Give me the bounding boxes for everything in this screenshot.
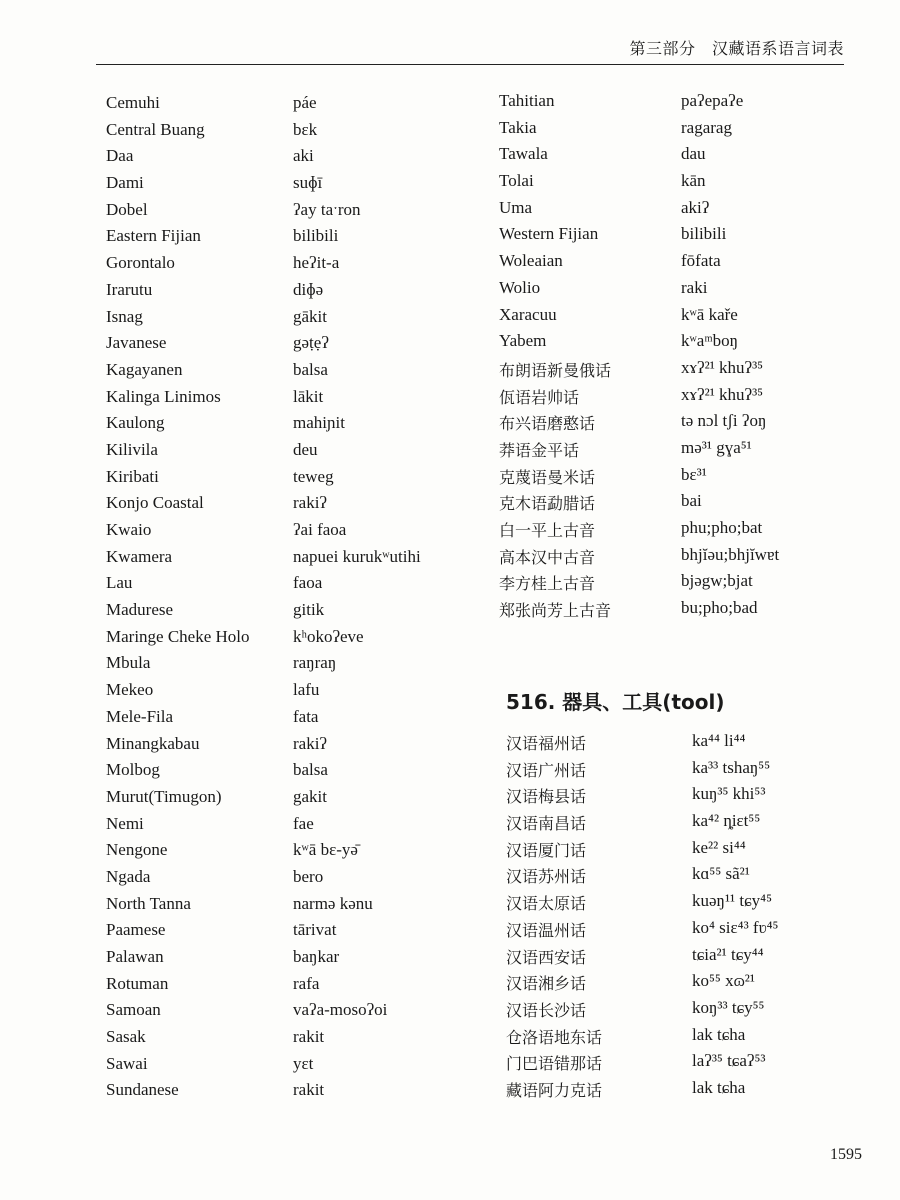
word-form: faoa (293, 573, 323, 593)
language-name: Minangkabau (106, 733, 200, 753)
word-form: gəṭẹʔ (293, 333, 329, 353)
word-form: kʷaᵐboŋ (681, 331, 739, 351)
language-name: Dami (106, 173, 144, 193)
language-name: 汉语梅县话 (506, 787, 587, 807)
language-name: Tawala (499, 144, 548, 164)
language-name: Kagayanen (106, 359, 183, 379)
word-form: aki (293, 146, 314, 166)
language-name: 莽语金平话 (499, 440, 580, 460)
word-form: ko⁵⁵ xɷ²¹ (692, 971, 755, 991)
word-form: akiʔ (681, 197, 710, 217)
language-name: Samoan (106, 1000, 161, 1020)
word-form: rafa (293, 973, 320, 993)
word-form: gakit (293, 786, 327, 806)
word-form: raŋraŋ (293, 653, 337, 673)
language-name: Molbog (106, 760, 160, 780)
word-form: lak tɕha (692, 1077, 746, 1097)
word-form: bilibili (293, 226, 339, 246)
language-name: Kilivila (106, 439, 158, 459)
word-form: gākit (293, 306, 327, 326)
language-name: 汉语温州话 (506, 920, 587, 940)
language-name: 汉语南昌话 (506, 814, 587, 834)
header-title: 第三部分 汉藏语系语言词表 (629, 39, 844, 58)
language-name: Kiribati (106, 466, 159, 486)
word-form: deu (293, 439, 318, 459)
language-name: Irarutu (106, 279, 153, 299)
page-number: 1595 (830, 1146, 862, 1163)
word-form: gitik (293, 600, 325, 620)
running-header (96, 30, 844, 65)
language-name: 高本汉中古音 (499, 547, 596, 567)
language-name: 汉语湘乡话 (506, 974, 587, 994)
word-form: kuəŋ¹¹ tɕy⁴⁵ (692, 891, 773, 911)
language-name: Sasak (106, 1027, 146, 1047)
word-form: bilibili (681, 224, 727, 244)
language-name: 佤语岩帅话 (499, 387, 580, 407)
word-form: ko⁴ siɛ⁴³ fʋ⁴⁵ (692, 917, 779, 937)
language-name: Lau (106, 573, 133, 593)
word-form: rakiʔ (293, 493, 327, 513)
word-form: yɛt (293, 1053, 314, 1073)
language-name: Isnag (106, 306, 143, 326)
word-form: kʷā kaře (681, 304, 738, 324)
language-name: 藏语阿力克话 (506, 1080, 603, 1100)
language-name: 汉语福州话 (506, 734, 587, 753)
section-heading: 516. 器具、工具(tool) (506, 690, 725, 714)
word-form: bhjĭəu;bhjĭwɐt (681, 544, 780, 564)
word-form: heʔit-a (293, 253, 340, 273)
word-form: fata (293, 706, 319, 726)
language-name: Javanese (106, 333, 167, 353)
word-form: xɤʔ²¹ khuʔ³⁵ (681, 357, 764, 377)
language-name: Uma (499, 197, 533, 217)
language-name: 郑张尚芳上古音 (499, 601, 612, 621)
word-form: mahiɲit (293, 413, 345, 433)
word-form: ka³³ tshaŋ⁵⁵ (692, 757, 771, 777)
language-name: North Tanna (106, 893, 191, 913)
word-form: raki (681, 277, 708, 297)
language-name: Xaracuu (499, 304, 557, 324)
word-form: tārivat (293, 920, 337, 940)
language-name: Sundanese (106, 1080, 179, 1100)
word-form: ke²² si⁴⁴ (692, 837, 746, 857)
word-form: paʔepaʔe (681, 91, 744, 110)
word-form: ʔai faoa (293, 520, 347, 539)
word-form: ʔay taˑron (293, 199, 361, 219)
word-form: kuŋ³⁵ khi⁵³ (692, 784, 766, 804)
word-form: tɕia²¹ tɕy⁴⁴ (692, 944, 764, 964)
word-form: páe (293, 93, 317, 112)
word-form: phu;pho;bat (681, 518, 763, 537)
word-form: bjəgw;bjat (681, 571, 753, 591)
word-form: suɸī (293, 173, 323, 193)
word-form: kɑ⁵⁵ sã²¹ (692, 864, 750, 884)
language-name: Palawan (106, 947, 164, 966)
language-name: Konjo Coastal (106, 493, 204, 513)
language-name: 门巴语错那话 (506, 1054, 603, 1074)
language-name: Takia (499, 117, 537, 137)
word-form: kān (681, 171, 706, 191)
language-name: Kwamera (106, 546, 173, 566)
word-form: lākit (293, 386, 324, 406)
word-form: napuei kurukʷutihi (293, 546, 421, 566)
language-name: Western Fijian (499, 224, 599, 244)
word-form: lafu (293, 680, 320, 700)
language-name: Murut(Timugon) (106, 786, 222, 806)
language-name: Mele-Fila (106, 706, 174, 726)
word-form: teweg (293, 466, 334, 486)
language-name: Madurese (106, 600, 174, 620)
word-form: balsa (293, 760, 328, 780)
language-name: Wolio (499, 277, 541, 297)
language-name: Daa (106, 146, 134, 166)
word-form: ka⁴⁴ li⁴⁴ (692, 731, 746, 750)
word-form: kʰokoʔeve (293, 626, 364, 646)
language-name: 克蔑语曼米话 (499, 467, 596, 487)
language-name: Sawai (106, 1053, 148, 1073)
language-name: 李方桂上古音 (499, 574, 596, 594)
language-name: 汉语广州话 (506, 760, 587, 780)
language-name: 克木语勐腊话 (499, 494, 596, 514)
language-name: 布兴语磨憨话 (499, 414, 596, 434)
language-name: Mekeo (106, 680, 154, 700)
word-form: bai (681, 491, 702, 511)
word-form: bero (293, 866, 324, 886)
word-form: fōfata (681, 251, 721, 271)
word-form: tə nɔl tʃi ʔoŋ (681, 411, 767, 431)
language-name: Kaulong (106, 413, 165, 433)
word-form: rakit (293, 1080, 325, 1100)
language-name: Nemi (106, 813, 144, 833)
language-name: Tolai (499, 171, 534, 191)
language-name: Maringe Cheke Holo (106, 626, 250, 646)
word-form: mə³¹ gɣa⁵¹ (681, 437, 752, 457)
language-name: 汉语太原话 (506, 894, 587, 914)
word-form: rakit (293, 1027, 325, 1047)
language-name: 布朗语新曼俄话 (499, 360, 612, 380)
word-form: rakiʔ (293, 733, 327, 753)
word-form: balsa (293, 359, 328, 379)
language-name: Yabem (499, 331, 547, 351)
word-form: laʔ³⁵ tɕaʔ⁵³ (692, 1051, 766, 1071)
language-name: 汉语厦门话 (506, 840, 587, 860)
word-form: ka⁴² ȵiɛt⁵⁵ (692, 811, 761, 831)
word-form: fae (293, 813, 314, 833)
word-form: narmə kənu (293, 893, 373, 913)
language-name: 汉语苏州话 (506, 867, 587, 887)
language-name: Nengone (106, 840, 168, 860)
language-name: Rotuman (106, 973, 169, 993)
word-form: diɸə (293, 279, 324, 299)
word-form: bɛ³¹ (681, 464, 707, 484)
language-name: 汉语长沙话 (506, 1000, 587, 1020)
word-form: ragarag (681, 117, 732, 137)
word-form: bɛk (293, 119, 318, 139)
word-form: koŋ³³ tɕy⁵⁵ (692, 997, 765, 1017)
language-name: Gorontalo (106, 253, 175, 273)
language-name: 仓洛语地东话 (506, 1027, 603, 1047)
language-name: Eastern Fijian (106, 226, 201, 246)
language-name: 汉语西安话 (506, 947, 587, 967)
language-name: 白一平上古音 (499, 521, 596, 540)
word-form: kʷā bɛ-yə̄ (293, 840, 358, 860)
word-form: dau (681, 144, 706, 164)
word-form: vaʔa-mosoʔoi (293, 1000, 388, 1020)
word-form: bu;pho;bad (681, 598, 758, 618)
word-form: lak tɕha (692, 1024, 746, 1044)
language-name: Tahitian (499, 91, 555, 110)
language-name: Mbula (106, 653, 151, 673)
word-form: xɤʔ²¹ khuʔ³⁵ (681, 384, 764, 404)
language-name: Woleaian (499, 251, 563, 271)
language-name: Paamese (106, 920, 166, 940)
language-name: Kwaio (106, 520, 152, 539)
language-name: Dobel (106, 199, 148, 219)
language-name: Central Buang (106, 119, 205, 139)
language-name: Ngada (106, 866, 151, 886)
word-form: baŋkar (293, 947, 340, 966)
language-name: Kalinga Linimos (106, 386, 221, 406)
language-name: Cemuhi (106, 93, 160, 112)
